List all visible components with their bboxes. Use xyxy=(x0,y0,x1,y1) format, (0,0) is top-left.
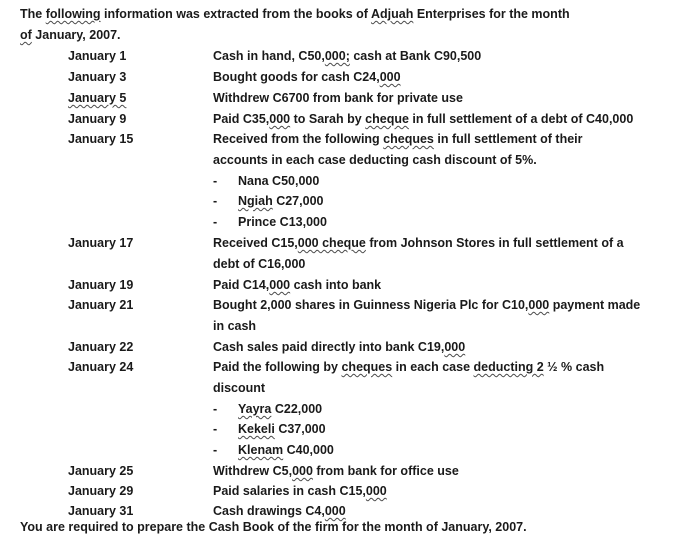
amount-text: C22,000 xyxy=(271,402,323,416)
transaction-description-cont: accounts in each case deducting cash discount of 5%. xyxy=(213,153,537,167)
creditor-name: Yayra xyxy=(238,402,272,416)
list-item: Nana C50,000 xyxy=(238,174,320,188)
list-bullet: - xyxy=(213,174,218,188)
intro-text: The xyxy=(20,7,46,21)
description-text: Cash sales paid directly into bank C19, xyxy=(213,340,445,354)
amount-text: C40,000 xyxy=(283,443,334,457)
creditor-name: Klenam xyxy=(238,443,284,457)
amount-text: C27,000 xyxy=(272,194,324,208)
description-text: in full settlement of a debt of C40,000 xyxy=(408,112,634,126)
description-text: Bought 2,000 shares in Guinness Nigeria Plc for C10, xyxy=(213,298,529,312)
transaction-description xyxy=(213,69,401,85)
transaction-date: January 17 xyxy=(68,236,134,250)
transaction-description xyxy=(213,483,387,499)
transaction-description-cont: in cash xyxy=(213,319,257,333)
amount-text: C37,000 xyxy=(274,422,326,436)
transaction-description xyxy=(213,111,633,127)
description-text: in each case xyxy=(392,360,474,374)
description-text: Paid salaries in cash C15, xyxy=(213,484,366,498)
description-text: to Sarah by xyxy=(290,112,366,126)
description-text: cheque xyxy=(365,112,409,126)
transaction-date: January 3 xyxy=(68,70,127,84)
transaction-description xyxy=(213,131,583,147)
transaction-date: January 24 xyxy=(68,360,134,374)
description-text: 000 xyxy=(269,278,291,292)
description-text: Cash in hand, C50, xyxy=(213,49,325,63)
description-text: from Johnson Stores in full settlement of a xyxy=(365,236,624,250)
instruction-text: You are required to prepare the Cash Book of the firm for the month of January, 2007. xyxy=(20,520,527,534)
description-text: 000 xyxy=(528,298,550,312)
transaction-date: January 1 xyxy=(68,49,127,63)
list-bullet: - xyxy=(213,443,218,457)
transaction-description-cont: debt of C16,000 xyxy=(213,257,306,271)
transaction-date: January 31 xyxy=(68,504,134,518)
transaction-description xyxy=(213,48,481,64)
transaction-date: January 22 xyxy=(68,340,134,354)
list-item xyxy=(238,193,323,209)
description-text: Received from the following xyxy=(213,132,384,146)
intro-text: January, 2007. xyxy=(31,28,121,42)
description-text: ½ % cash xyxy=(543,360,605,374)
list-item xyxy=(238,442,334,458)
description-text: 000 xyxy=(324,504,346,518)
description-text: in full settlement of their xyxy=(433,132,583,146)
transaction-description xyxy=(213,503,346,519)
description-text: Paid the following by xyxy=(213,360,342,374)
transaction-description: Withdrew C6700 from bank for private use xyxy=(213,91,463,105)
creditor-name: Kekeli xyxy=(238,422,275,436)
description-text: cash at Bank C90,500 xyxy=(349,49,482,63)
transaction-date: January 15 xyxy=(68,132,134,146)
intro-line-1 xyxy=(20,6,570,22)
description-text: Bought goods for cash C24, xyxy=(213,70,380,84)
list-item: Prince C13,000 xyxy=(238,215,327,229)
description-text: 000; xyxy=(324,49,350,63)
description-text: 000 xyxy=(444,340,466,354)
description-text: 000 xyxy=(292,464,313,478)
description-text: 000 xyxy=(379,70,401,84)
transaction-description-cont: discount xyxy=(213,381,266,395)
transaction-date: January 25 xyxy=(68,464,134,478)
transaction-date: January 5 xyxy=(68,91,127,105)
transaction-date: January 9 xyxy=(68,112,127,126)
transaction-description xyxy=(213,463,459,479)
description-text: deducting 2 xyxy=(473,360,544,374)
description-text: Paid C35, xyxy=(213,112,270,126)
transaction-description xyxy=(213,235,624,251)
transaction-description xyxy=(213,339,465,355)
description-text: from bank for office use xyxy=(312,464,459,478)
list-bullet: - xyxy=(213,215,218,229)
transaction-description xyxy=(213,277,381,293)
intro-text: following xyxy=(45,7,101,21)
list-item xyxy=(238,421,326,437)
description-text: cash into bank xyxy=(290,278,382,292)
intro-text: of xyxy=(20,28,32,42)
transaction-date: January 29 xyxy=(68,484,134,498)
description-text: Withdrew C5, xyxy=(213,464,293,478)
intro-text: information was extracted from the books of xyxy=(100,7,371,21)
list-bullet: - xyxy=(213,422,218,436)
transaction-date: January 19 xyxy=(68,278,134,292)
transaction-description xyxy=(213,359,604,375)
description-text: 000 xyxy=(365,484,387,498)
description-text: cheques xyxy=(341,360,393,374)
description-text: cheques xyxy=(383,132,434,146)
company-name: Adjuah xyxy=(370,7,414,21)
transaction-date: January 21 xyxy=(68,298,134,312)
intro-line-2 xyxy=(20,27,121,43)
list-bullet: - xyxy=(213,194,218,208)
list-bullet: - xyxy=(213,402,218,416)
intro-text: Enterprises for the month xyxy=(413,7,570,21)
description-text: Received C15, xyxy=(213,236,298,250)
description-text: Paid C14, xyxy=(213,278,270,292)
list-item xyxy=(238,401,322,417)
description-text: 000 cheque xyxy=(297,236,366,250)
description-text: payment made xyxy=(549,298,641,312)
description-text: 000 xyxy=(269,112,291,126)
transaction-description xyxy=(213,297,640,313)
description-text: Cash drawings C4, xyxy=(213,504,325,518)
debtor-name: Ngiah xyxy=(238,194,273,208)
